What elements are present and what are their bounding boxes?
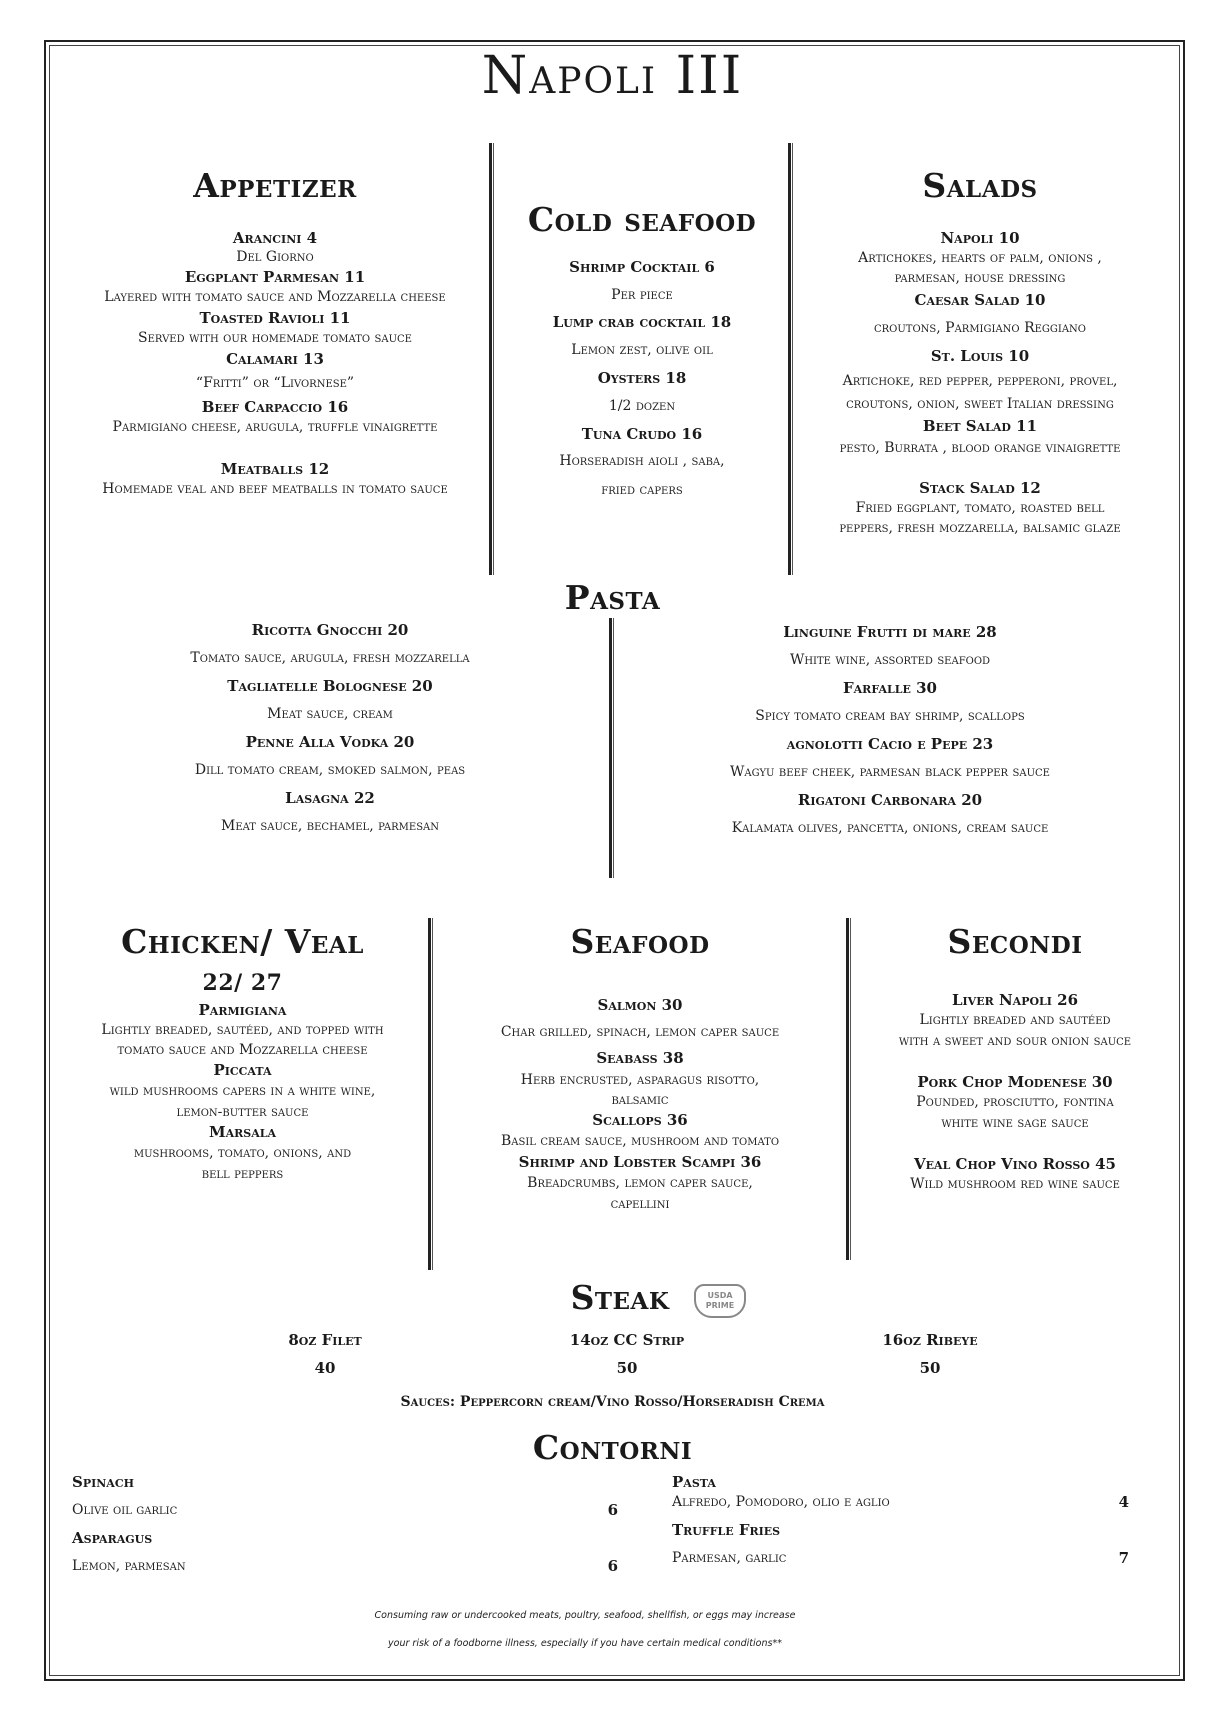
menu-item-name: Lasagna 22 — [285, 789, 375, 807]
menu-item-name: Eggplant Parmesan 11 — [184, 268, 366, 286]
menu-item-name: Arancini 4 — [232, 229, 318, 247]
menu-item-name: Caesar Salad 10 — [914, 291, 1046, 309]
menu-item-name: Oysters 18 — [597, 369, 687, 387]
menu-item-desc: Artichokes, hearts of palm, onions , — [858, 250, 1102, 266]
menu-item-name: Farfalle 30 — [843, 679, 937, 697]
menu-item-name: Lump crab cocktail 18 — [552, 313, 732, 331]
menu-item-desc: parmesan, house dressing — [894, 270, 1066, 286]
menu-item-desc: Artichoke, red pepper, pepperoni, provel, — [842, 373, 1118, 389]
menu-item-name: Scallops 36 — [592, 1111, 688, 1129]
menu-item-desc: pesto, Burrata , blood orange vinaigrette — [839, 440, 1121, 456]
menu-item-desc: Meat sauce, bechamel, parmesan — [220, 818, 440, 834]
side-desc: Olive oil garlic — [72, 1502, 178, 1518]
steak-cut-price: 50 — [919, 1359, 941, 1377]
menu-item-name: agnolotti Cacio e Pepe 23 — [786, 735, 994, 753]
section-price: 22/ 27 — [202, 970, 283, 996]
menu-item-desc: peppers, fresh mozzarella, balsamic glaze — [839, 520, 1121, 536]
contorni-right-column — [672, 1472, 1127, 1568]
menu-item-desc: Homemade veal and beef meatballs in tomato sauce — [102, 481, 448, 497]
menu-item-name: Stack Salad 12 — [919, 479, 1041, 497]
side-row — [672, 1548, 1127, 1568]
menu-item-desc: bell peppers — [201, 1166, 284, 1182]
menu-item-desc: mushrooms, tomato, onions, and — [133, 1145, 352, 1161]
menu-item-name: Shrimp Cocktail 6 — [569, 258, 715, 276]
menu-item-name: Liver Napoli 26 — [951, 991, 1079, 1009]
menu-item-desc: Breadcrumbs, lemon caper sauce, — [527, 1175, 753, 1191]
menu-item-name: Shrimp and Lobster Scampi 36 — [518, 1153, 762, 1171]
seafood-section — [435, 922, 845, 1214]
steak-cut — [225, 1330, 425, 1378]
menu-item-desc: Parmigiano cheese, arugula, truffle vinaigrette — [112, 419, 438, 435]
divider-left-bottom — [428, 918, 431, 1270]
side-desc: Parmesan, garlic — [672, 1550, 787, 1566]
menu-item-desc: Horseradish aioli , saba, — [559, 453, 725, 469]
section-heading: Chicken/ Veal — [121, 922, 364, 961]
restaurant-title: Napoli III — [481, 46, 744, 106]
menu-item-desc: Spicy tomato cream bay shrimp, scallops — [755, 708, 1025, 724]
menu-item-desc: Herb encrusted, asparagus risotto, — [520, 1072, 760, 1088]
menu-item-desc: White wine, assorted seafood — [789, 652, 991, 668]
steak-sauces: Sauces: Peppercorn cream/Vino Rosso/Horseradish Crema — [400, 1394, 825, 1410]
menu-item-name: Tagliatelle Bolognese 20 — [227, 677, 433, 695]
menu-item-desc: Per piece — [611, 287, 673, 303]
menu-item-name: Linguine Frutti di mare 28 — [783, 623, 997, 641]
side-price: 6 — [607, 1501, 618, 1519]
menu-item-desc: Char grilled, spinach, lemon caper sauce — [500, 1024, 780, 1040]
side-name: Pasta — [672, 1473, 716, 1491]
menu-item-desc: Meat sauce, cream — [267, 706, 393, 722]
menu-item-desc: wild mushrooms capers in a white wine, — [109, 1083, 376, 1099]
menu-item-desc: croutons, Parmigiano Reggiano — [873, 320, 1087, 336]
steak-cut-name: 8oz Filet — [288, 1331, 362, 1349]
menu-item-name: Parmigiana — [198, 1001, 287, 1019]
side-desc: Alfredo, Pomodoro, olio e aglio — [672, 1494, 890, 1510]
menu-item-desc: Served with our homemade tomato sauce — [138, 330, 412, 346]
menu-item-desc: Basil cream sauce, mushroom and tomato — [500, 1133, 780, 1149]
side-row — [72, 1556, 618, 1576]
menu-item-desc: Pounded, prosciutto, fontina — [916, 1094, 1114, 1110]
menu-item-name: Piccata — [213, 1061, 272, 1079]
menu-item-name: Rigatoni Carbonara 20 — [797, 791, 983, 809]
menu-item-name: Penne Alla Vodka 20 — [245, 733, 415, 751]
chicken-veal-section — [60, 922, 425, 1184]
menu-item-desc: lemon-butter sauce — [176, 1104, 309, 1120]
menu-item-desc: croutons, onion, sweet Italian dressing — [846, 396, 1114, 412]
usda-prime-badge — [694, 1284, 746, 1318]
salads-section — [795, 166, 1165, 538]
secondi-section — [855, 922, 1175, 1194]
side-name: Truffle Fries — [672, 1521, 781, 1539]
side-desc: Lemon, parmesan — [72, 1558, 186, 1574]
menu-item-name: Napoli 10 — [940, 229, 1020, 247]
section-heading: Secondi — [947, 922, 1083, 961]
usda-badge-line: PRIME — [705, 1301, 735, 1310]
pasta-heading: Pasta — [564, 578, 661, 617]
side-price: 4 — [1118, 1493, 1129, 1511]
side-price: 7 — [1118, 1549, 1129, 1567]
section-heading: Cold seafood — [527, 200, 757, 239]
contorni-left-column — [72, 1472, 618, 1576]
menu-item-desc: Del Giorno — [236, 249, 314, 265]
menu-item-name: Beef Carpaccio 16 — [201, 398, 349, 416]
menu-item-desc: Wagyu beef cheek, parmesan black pepper sauce — [730, 764, 1050, 780]
menu-item-name: Salmon 30 — [597, 996, 683, 1014]
pasta-left-column — [100, 620, 560, 844]
side-row — [672, 1492, 1127, 1512]
side-price: 6 — [607, 1557, 618, 1575]
steak-cut-name: 16oz Ribeye — [882, 1331, 978, 1349]
menu-item-desc: Lightly breaded, sautéed, and topped with — [101, 1022, 384, 1038]
disclaimer-line: Consuming raw or undercooked meats, poultry, seafood, shellfish, or eggs may increase — [374, 1610, 796, 1621]
menu-item-desc: Fried eggplant, tomato, roasted bell — [855, 500, 1105, 516]
contorni-heading: Contorni — [532, 1428, 693, 1467]
menu-item-desc: capellini — [610, 1196, 670, 1212]
menu-item-name: Toasted Ravioli 11 — [199, 309, 351, 327]
menu-item-desc: “Fritti” or “Livornese” — [195, 375, 355, 391]
usda-badge-line: USDA — [707, 1291, 733, 1300]
steak-cut — [830, 1330, 1030, 1378]
menu-item-desc: white wine sage sauce — [941, 1115, 1089, 1131]
cold-seafood-section — [497, 200, 787, 502]
menu-item-name: Veal Chop Vino Rosso 45 — [914, 1155, 1116, 1173]
menu-item-desc: Wild mushroom red wine sauce — [910, 1176, 1120, 1192]
steak-heading: Steak — [570, 1278, 670, 1317]
divider-right-bottom — [846, 918, 849, 1260]
menu-item-desc: fried capers — [601, 482, 683, 498]
menu-item-desc: Lightly breaded and sautéed — [919, 1012, 1111, 1028]
menu-item-name: Calamari 13 — [226, 350, 324, 368]
menu-item-name: Ricotta Gnocchi 20 — [251, 621, 409, 639]
menu-item-desc: Lemon zest, olive oil — [571, 342, 713, 358]
section-heading: Salads — [922, 166, 1038, 205]
side-name: Spinach — [72, 1473, 134, 1491]
steak-cut — [527, 1330, 727, 1378]
menu-item-desc: Kalamata olives, pancetta, onions, cream sauce — [731, 820, 1049, 836]
disclaimer-line: your risk of a foodborne illness, especially if you have certain medical conditions** — [388, 1638, 782, 1649]
divider-pasta — [609, 618, 612, 878]
steak-cut-price: 50 — [616, 1359, 638, 1377]
menu-item-name: St. Louis 10 — [930, 347, 1030, 365]
menu-item-name: Pork Chop Modenese 30 — [917, 1073, 1113, 1091]
menu-item-desc: balsamic — [611, 1092, 669, 1108]
menu-item-name: Tuna Crudo 16 — [581, 425, 703, 443]
steak-cut-name: 14oz CC Strip — [569, 1331, 685, 1349]
appetizer-section — [60, 166, 490, 499]
section-heading: Appetizer — [193, 166, 357, 205]
menu-item-name: Marsala — [208, 1123, 277, 1141]
steak-cut-price: 40 — [314, 1359, 336, 1377]
menu-item-name: Meatballs 12 — [220, 460, 330, 478]
menu-item-desc: Dill tomato cream, smoked salmon, peas — [194, 762, 466, 778]
pasta-right-column — [660, 622, 1120, 846]
side-row — [72, 1500, 618, 1520]
menu-item-name: Beet Salad 11 — [922, 417, 1038, 435]
menu-item-desc: Layered with tomato sauce and Mozzarella cheese — [104, 289, 446, 305]
menu-item-name: Seabass 38 — [596, 1049, 684, 1067]
divider-right-top — [788, 143, 791, 575]
section-heading: Seafood — [570, 922, 710, 961]
menu-item-desc: with a sweet and sour onion sauce — [898, 1033, 1132, 1049]
menu-item-desc: tomato sauce and Mozzarella cheese — [117, 1042, 368, 1058]
menu-item-desc: Tomato sauce, arugula, fresh mozzarella — [190, 650, 470, 666]
menu-item-desc: 1/2 dozen — [608, 398, 676, 414]
side-name: Asparagus — [72, 1529, 153, 1547]
